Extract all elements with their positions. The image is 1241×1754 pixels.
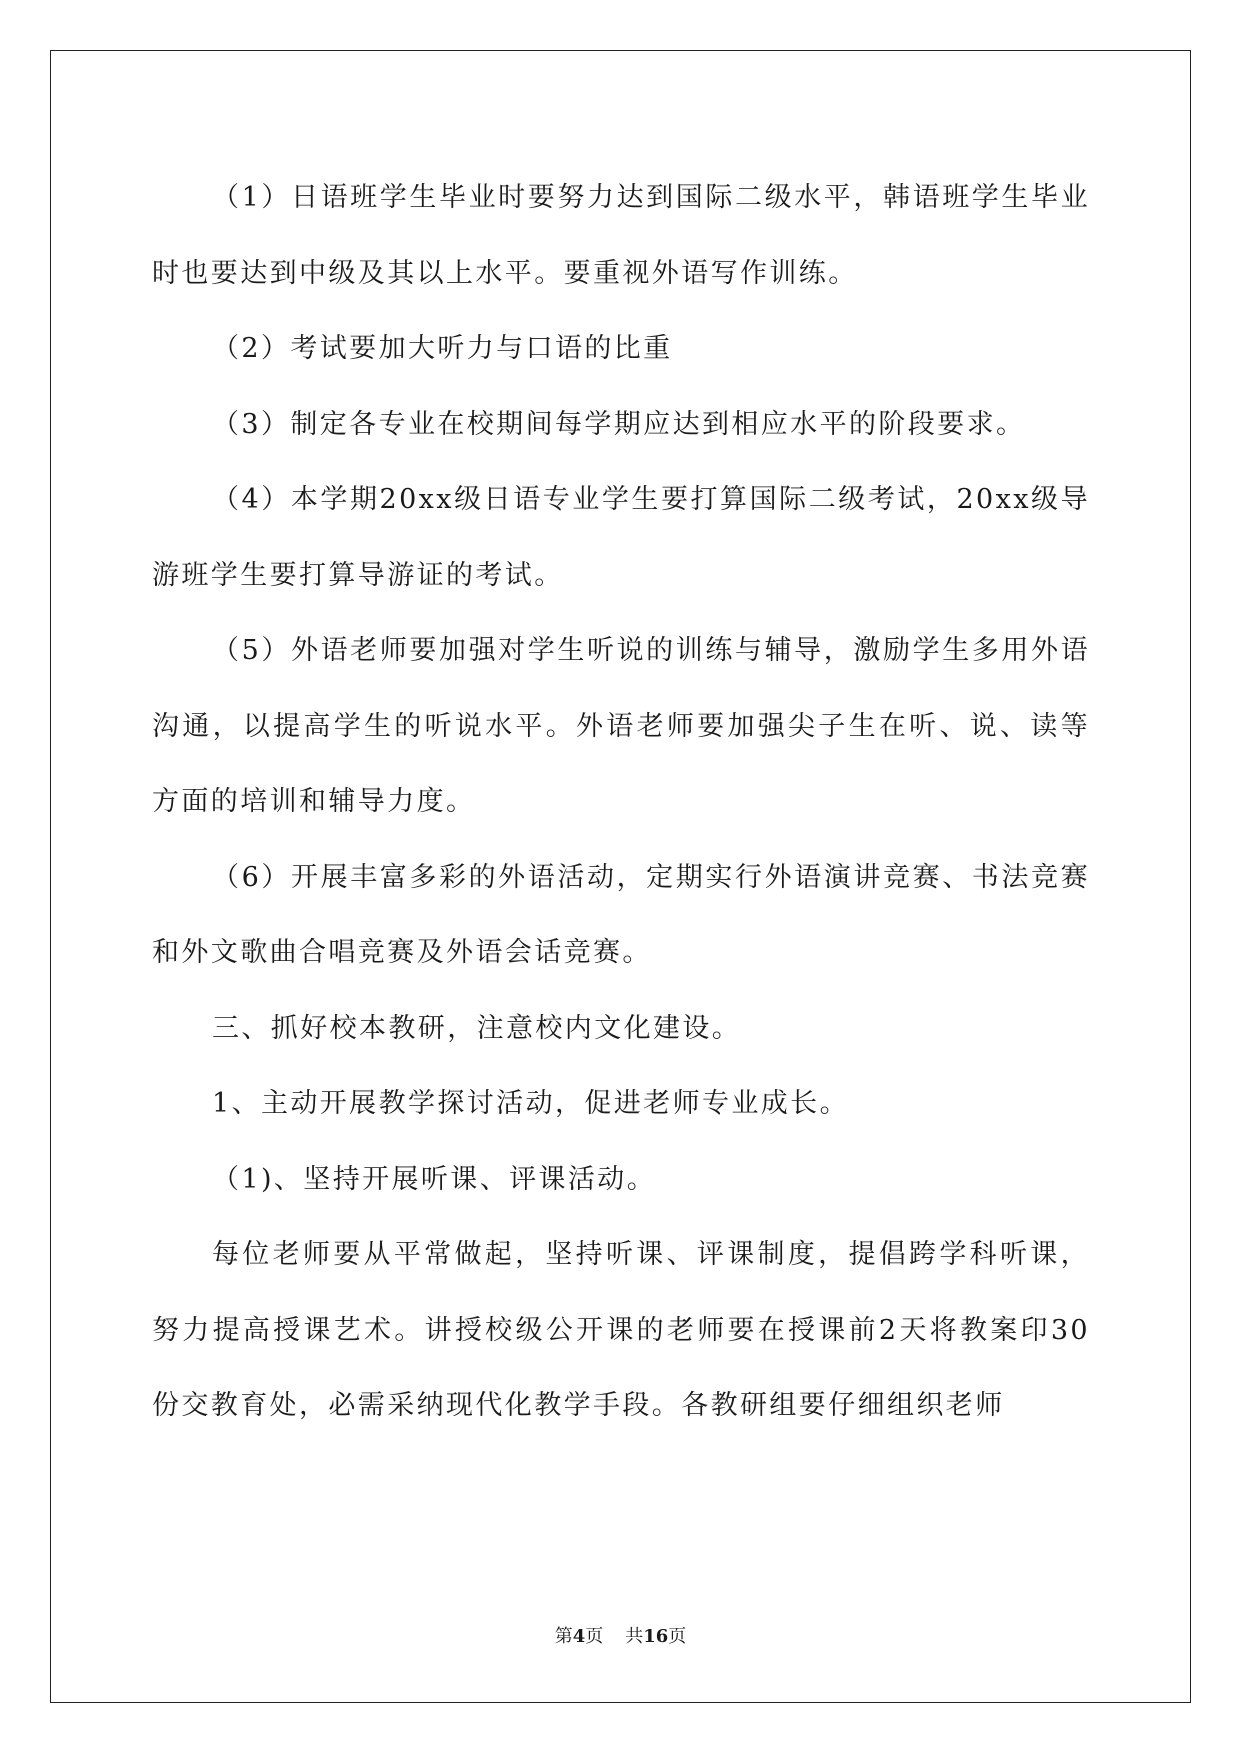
document-body: [152, 160, 1090, 1444]
paragraph-item-2: （2）考试要加大听力与口语的比重: [212, 333, 673, 364]
paragraph-sub-item-1: （1)、坚持开展听课、评课活动。: [212, 1163, 657, 1195]
section-heading: 三、抓好校本教研，注意校内文化建设。: [212, 1012, 742, 1044]
total-pages: 16: [643, 1626, 669, 1647]
paragraph-item-4: （4）本学期20xx级日语专业学生要打算国际二级考试，20xx级导游班学生要打算导游证的考试。: [152, 484, 1090, 591]
page-number: 4: [572, 1626, 586, 1647]
page-prefix: 第: [554, 1626, 573, 1647]
subsection-heading: 1、主动开展教学探讨活动，促进老师专业成长。: [212, 1088, 849, 1119]
total-prefix: 共: [625, 1626, 644, 1647]
paragraph-item-6: （6）开展丰富多彩的外语活动，定期实行外语演讲竞赛、书法竞赛和外文歌曲合唱竞赛及外语会话竞赛。: [152, 861, 1090, 968]
paragraph-item-3: （3）制定各专业在校期间每学期应达到相应水平的阶段要求。: [212, 408, 1026, 440]
page-suffix: 页: [585, 1626, 604, 1647]
paragraph-body: 每位老师要从平常做起，坚持听课、评课制度，提倡跨学科听课，努力提高授课艺术。讲授校级公开课的老师要在授课前2天将教案印30份交教育处，必需采纳现代化教学手段。各教研组要仔细组织老师: [152, 1239, 1090, 1421]
paragraph-item-1: （1）日语班学生毕业时要努力达到国际二级水平，韩语班学生毕业时也要达到中级及其以上水平。要重视外语写作训练。: [152, 182, 1090, 289]
total-suffix: 页: [668, 1626, 687, 1647]
page-footer: [0, 1625, 1241, 1649]
paragraph-item-5: （5）外语老师要加强对学生听说的训练与辅导，激励学生多用外语沟通，以提高学生的听说水平。外语老师要加强尖子生在听、说、读等方面的培训和辅导力度。: [152, 635, 1090, 817]
